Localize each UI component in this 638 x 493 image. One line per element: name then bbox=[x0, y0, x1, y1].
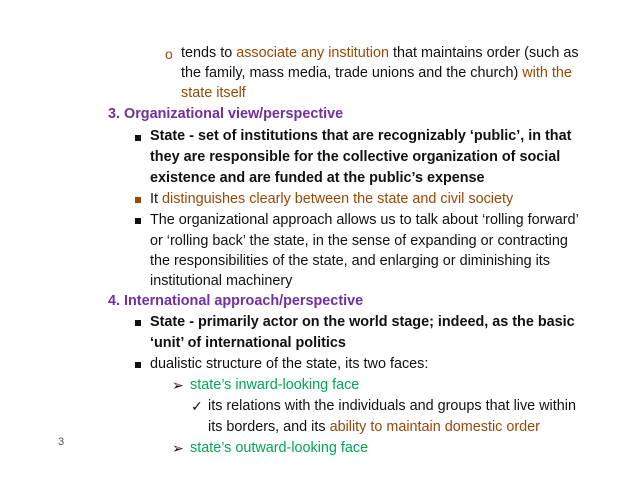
section-3-bullet-2 bbox=[150, 189, 513, 210]
circle-bullet-icon: o bbox=[165, 46, 173, 62]
intro-line-1 bbox=[181, 43, 579, 64]
section-4-bullet-2: dualistic structure of the state, its two faces: bbox=[150, 356, 429, 372]
detail-text: its borders, and its bbox=[208, 419, 330, 435]
arrow-bullet-icon: ➢ bbox=[172, 440, 184, 456]
intro-line-3: state itself bbox=[181, 85, 246, 101]
section-4-bullet-1-line-2: ‘unit’ of international politics bbox=[150, 335, 346, 351]
intro-line-2 bbox=[181, 63, 572, 84]
section-3-bullet-3-line-4: institutional machinery bbox=[150, 273, 293, 289]
bullet-text: It bbox=[150, 191, 162, 207]
intro-text: the family, mass media, trade unions and the church) bbox=[181, 65, 523, 81]
square-bullet-icon bbox=[135, 197, 141, 203]
outward-face-label: state’s outward-looking face bbox=[190, 440, 369, 456]
square-bullet-icon bbox=[135, 362, 141, 368]
intro-highlight: associate any institution bbox=[236, 45, 389, 61]
bullet-highlight: distinguishes clearly between the state and civil society bbox=[162, 191, 514, 207]
check-icon: ✓ bbox=[191, 398, 203, 414]
section-3-bullet-3-line-2: or ‘rolling back’ the state, in the sense of expanding or contracting bbox=[150, 233, 568, 249]
arrow-bullet-icon: ➢ bbox=[172, 377, 184, 393]
detail-highlight: ability to maintain domestic order bbox=[329, 419, 540, 435]
square-bullet-icon bbox=[135, 135, 141, 141]
section-3-bullet-3-line-3: the responsibilities of the state, and enlarging or diminishing its bbox=[150, 253, 550, 269]
inward-face-detail-line-2 bbox=[208, 417, 540, 438]
intro-text: that maintains order (such as bbox=[389, 45, 579, 61]
section-3-bullet-1-line-1: State - set of institutions that are recognizably ‘public’, in that bbox=[150, 128, 572, 144]
page-number: 3 bbox=[58, 436, 65, 448]
section-3-heading: 3. Organizational view/perspective bbox=[108, 106, 344, 122]
intro-text: tends to bbox=[181, 45, 237, 61]
section-4-heading: 4. International approach/perspective bbox=[108, 293, 364, 309]
section-3-bullet-1-line-3: existence and are funded at the public’s expense bbox=[150, 170, 485, 186]
square-bullet-icon bbox=[135, 320, 141, 326]
section-3-bullet-3-line-1: The organizational approach allows us to talk about ‘rolling forward’ bbox=[150, 212, 579, 228]
square-bullet-icon bbox=[135, 218, 141, 224]
inward-face-detail-line-1: its relations with the individuals and groups that live within bbox=[208, 398, 576, 414]
section-3-bullet-1-line-2: they are responsible for the collective organization of social bbox=[150, 149, 561, 165]
section-4-bullet-1-line-1: State - primarily actor on the world stage; indeed, as the basic bbox=[150, 314, 575, 330]
intro-highlight: with the bbox=[522, 65, 572, 81]
inward-face-label: state’s inward-looking face bbox=[190, 377, 360, 393]
